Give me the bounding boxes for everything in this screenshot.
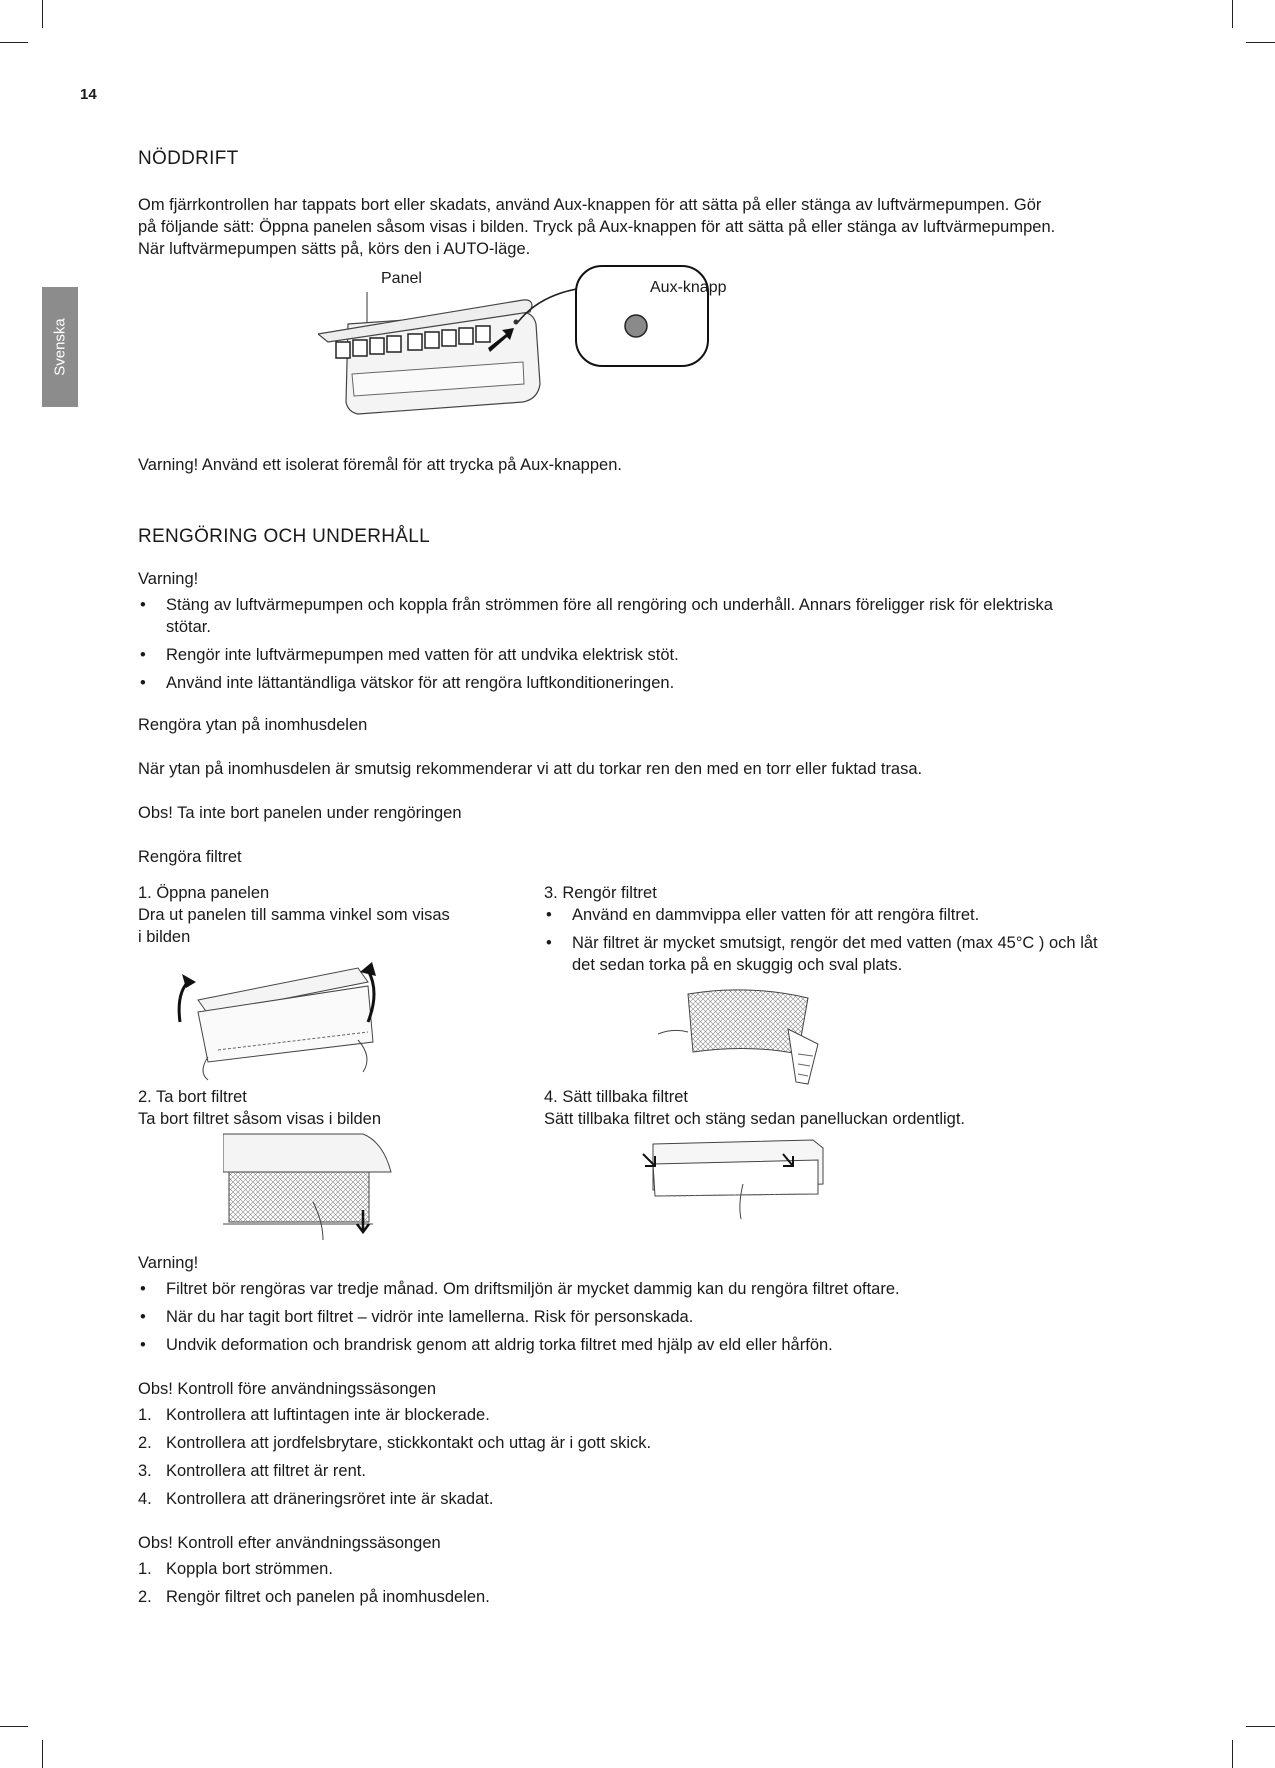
warning-list-2 [138,1278,1148,1356]
panel-label: Panel [381,270,422,287]
page-content [138,148,1148,1614]
check-after-title: Obs! Kontroll efter användningssäsongen [138,1534,441,1552]
warning-heading: Varning! [138,1254,199,1272]
step-title: 1. Öppna panelen [138,884,270,902]
surface-text: När ytan på inomhusdelen är smutsig rekommenderar vi att du torkar ren den med en torr eller fuktad trasa. [138,760,923,778]
step-2 [138,1086,518,1130]
list-item: 4. Kontrollera att dräneringsröret inte är skadat. [138,1490,494,1508]
step-text: i bilden [138,928,191,946]
step-title: 3. Rengör filtret [544,884,657,902]
check-after-list [138,1558,1148,1608]
step-1 [138,882,518,948]
subsection-title: Rengöra ytan på inomhusdelen [138,716,368,734]
obs-text: Ta inte bort panelen under rengöringen [172,804,462,822]
ac-unit-illustration [318,264,918,442]
crop-mark [0,1726,28,1727]
list-item: • När filtret är mycket smutsigt, rengör det med vatten (max 45°C ) och låt det sedan torka på en skuggig och sval plats. [544,932,1154,976]
crop-mark [42,0,43,28]
crop-mark [0,42,28,43]
step-title: 4. Sätt tillbaka filtret [544,1088,688,1106]
open-panel-illustration [168,962,398,1082]
list-item: 2. Kontrollera att jordfelsbrytare, stickkontakt och uttag är i gott skick. [138,1434,652,1452]
step-3-list [544,904,1154,976]
language-tab-label: Svenska [51,318,69,376]
list-item: • Undvik deformation och brandrisk genom att aldrig torka filtret med hjälp av eld eller hårfön. [138,1334,1148,1356]
warning-list [138,594,1148,694]
step-text: Sätt tillbaka filtret och stäng sedan panelluckan ordentligt. [544,1110,966,1128]
page-number: 14 [80,86,97,103]
crop-mark [1246,42,1275,43]
aux-button-label: Aux-knapp [650,279,727,296]
warning-line [138,454,1148,476]
step-text: Ta bort filtret såsom visas i bilden [138,1110,382,1128]
remove-filter-illustration [223,1132,393,1244]
list-item: 1. Koppla bort strömmen. [138,1560,333,1578]
warning-text: Använd ett isolerat föremål för att trycka på Aux-knappen. [198,456,622,474]
aux-button-figure [138,264,1148,442]
check-before-title: Obs! Kontroll före användningssäsongen [138,1380,437,1398]
intro-line: När luftvärmepumpen sätts på, körs den i AUTO-läge. [138,240,531,258]
crop-mark [42,1740,43,1768]
obs-label: Obs! [138,804,173,822]
list-item: • Använd inte lättantändliga vätskor för att rengöra luftkonditioneringen. [138,672,1148,694]
filter-steps [138,882,1148,1252]
list-item: • Stäng av luftvärmepumpen och koppla från strömmen före all rengöring och underhåll. Annars föreligger risk för elektriska stötar. [138,594,1148,638]
intro-line: Om fjärrkontrollen har tappats bort eller skadats, använd Aux-knappen för att sätta på eller stänga av luftvärmepumpen. Gör [138,196,1042,214]
check-before-list [138,1404,1148,1510]
step-text: Dra ut panelen till samma vinkel som visas [138,906,450,924]
section-title-cleaning: RENGÖRING OCH UNDERHÅLL [138,526,430,547]
list-item: 3. Kontrollera att filtret är rent. [138,1462,366,1480]
crop-mark [1232,0,1233,28]
list-item: • När du har tagit bort filtret – vidrör inte lamellerna. Risk för personskada. [138,1306,1148,1328]
language-tab [42,287,78,407]
list-item: 2. Rengör filtret och panelen på inomhusdelen. [138,1588,490,1606]
list-item: • Filtret bör rengöras var tredje månad. Om driftsmiljön är mycket dammig kan du rengöra filtret oftare. [138,1278,1148,1300]
step-4 [544,1086,1154,1130]
step-3 [544,882,1154,982]
warning-heading: Varning! [138,570,199,588]
section-title-emergency: NÖDDRIFT [138,148,239,169]
list-item: • Rengör inte luftvärmepumpen med vatten för att undvika elektrisk stöt. [138,644,1148,666]
obs-line [138,802,1148,824]
step-title: 2. Ta bort filtret [138,1088,247,1106]
clean-filter-illustration [648,984,848,1094]
replace-filter-illustration [633,1134,833,1224]
warning-label: Varning! [138,456,199,474]
subsection-title: Rengöra filtret [138,848,242,866]
crop-mark [1232,1740,1233,1768]
intro-line: på följande sätt: Öppna panelen såsom visas i bilden. Tryck på Aux-knappen för att sätta på eller stänga av luftvärmepumpen. [138,218,1056,236]
list-item: • Använd en dammvippa eller vatten för att rengöra filtret. [544,904,1154,926]
list-item: 1. Kontrollera att luftintagen inte är blockerade. [138,1406,490,1424]
crop-mark [1246,1726,1275,1727]
